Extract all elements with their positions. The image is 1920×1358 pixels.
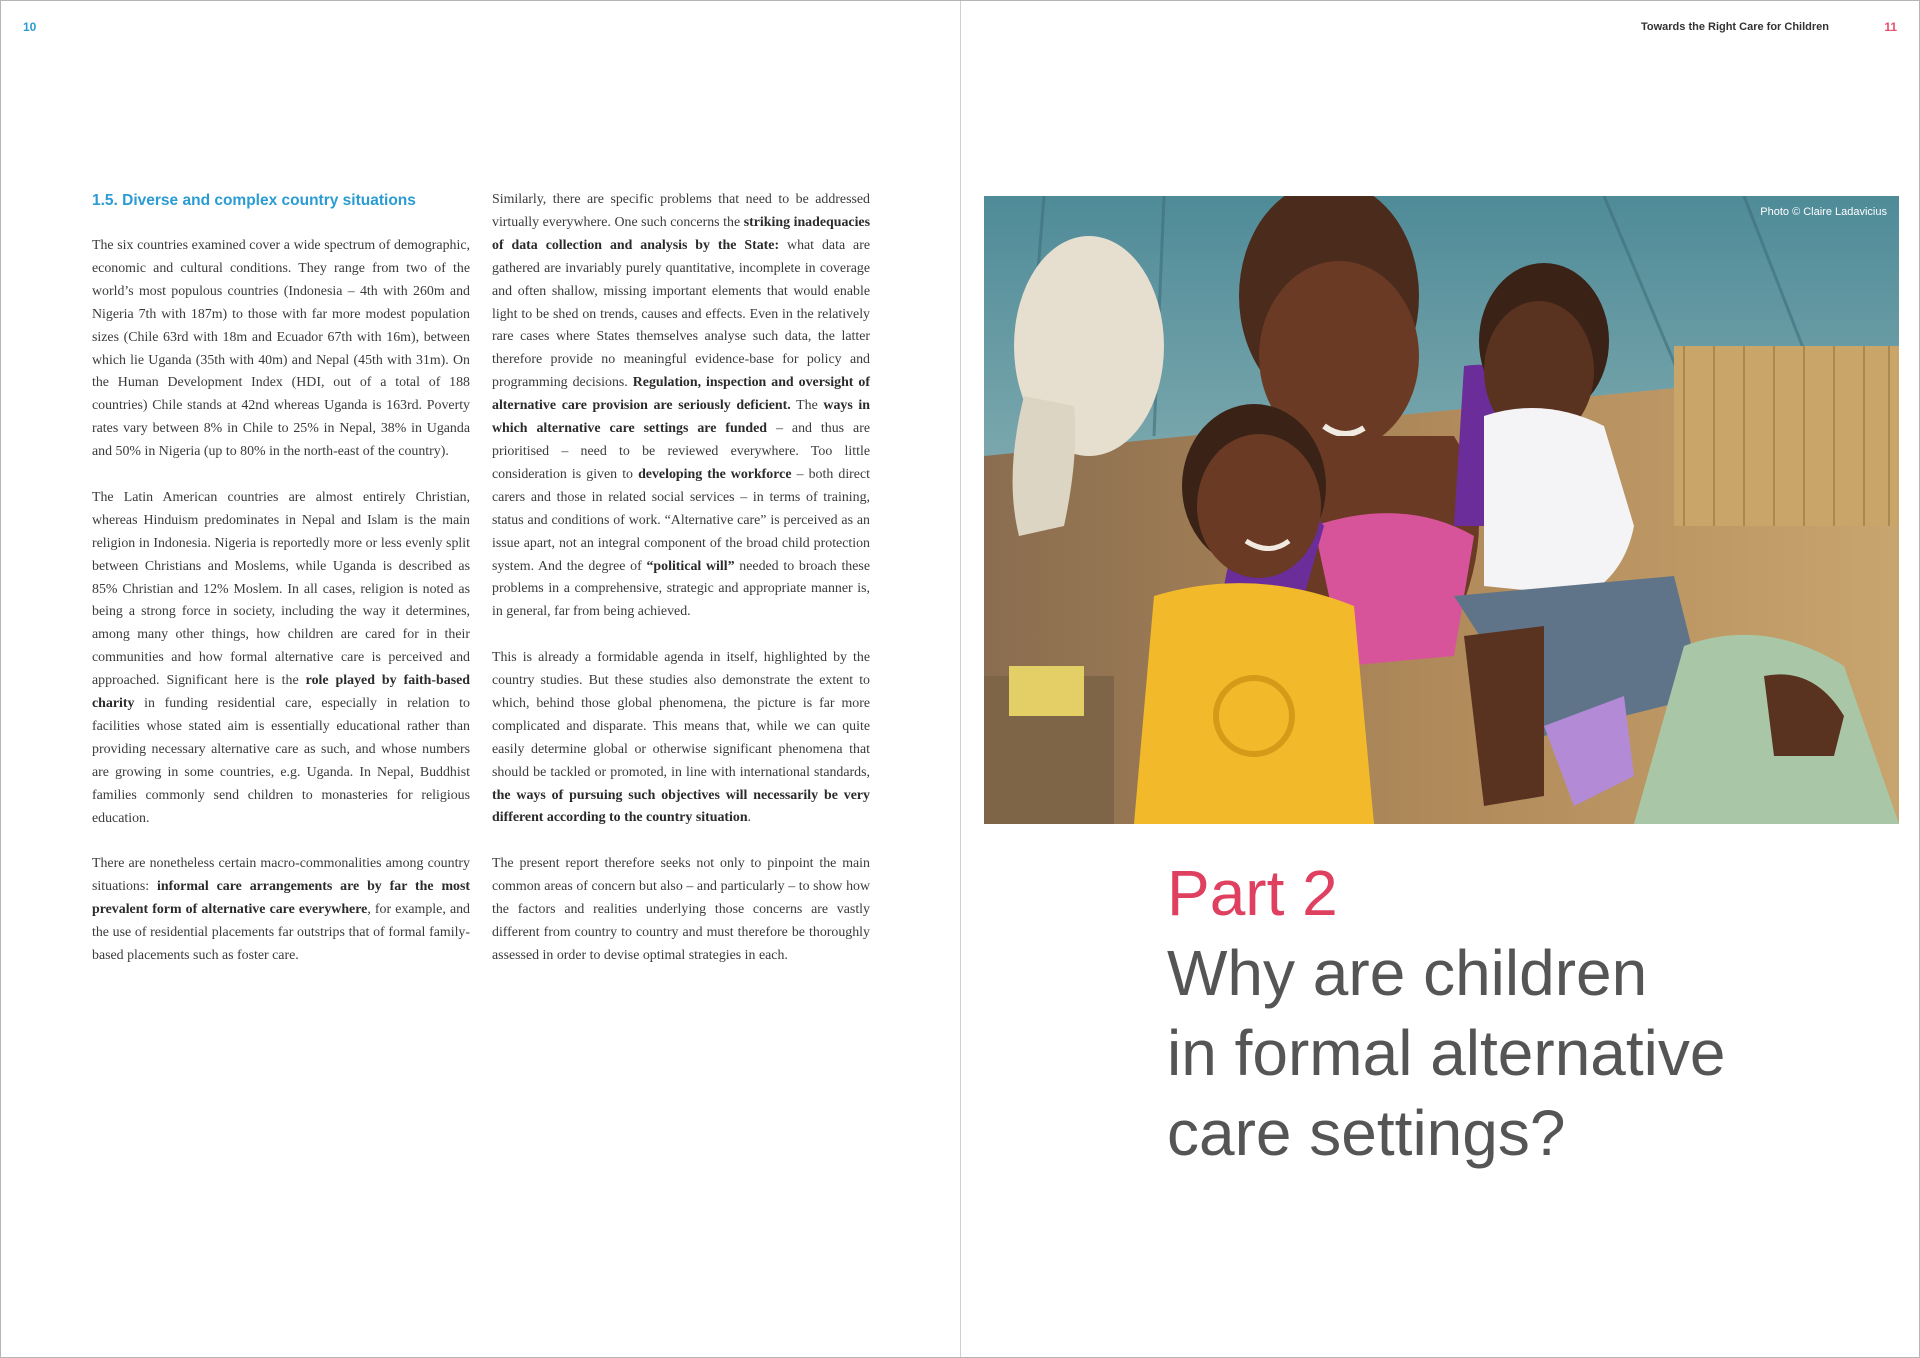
photo-illustration <box>984 196 1899 824</box>
text-column-1 <box>92 189 470 991</box>
body-paragraph <box>492 647 870 830</box>
bold-phrase: ways in which alternative care settings are funded <box>492 398 870 437</box>
bold-phrase: developing the workforce <box>638 466 792 482</box>
text-run: , for example, and the use of residential placements far outstrips that of formal family-based placements such as foster care. <box>92 902 471 964</box>
family-photo <box>984 196 1899 824</box>
text-run: in funding residential care, especially in relation to facilities whose stated aim is essentially educational rather than providing necessary alternative care as such, and whose numbers are growing in some countries, e.g. Uganda. In Nepal, Buddhist families commonly send children to monasteries for religious education. <box>92 696 470 826</box>
bold-phrase: role played by faith-based charity <box>92 673 470 712</box>
text-run: – and thus are prioritised – need to be reviewed everywhere. Too little consideration is given to <box>492 421 871 482</box>
page-gutter <box>960 1 961 1357</box>
body-paragraph <box>92 235 470 464</box>
text-column-2 <box>492 189 870 991</box>
running-title: Towards the Right Care for Children <box>1640 21 1829 33</box>
left-page-number: 10 <box>23 20 37 34</box>
photo-credit: Photo © Claire Ladavicius <box>1760 206 1887 218</box>
bold-phrase: the ways of pursuing such objectives will necessarily be very different according to the country situation <box>492 787 870 826</box>
part-title-line: in formal alternative <box>1167 1017 1726 1089</box>
section-heading: 1.5. Diverse and complex country situations <box>92 192 416 209</box>
bold-phrase: Regulation, inspection and oversight of alternative care provision are seriously deficient. <box>492 375 870 414</box>
text-run: There are nonetheless certain macro-commonalities among country situations: <box>92 856 470 895</box>
text-run: needed to broach these problems in a comprehensive, strategic and appropriate manner is, in general, far from being achieved. <box>492 558 870 620</box>
text-run: This is already a formidable agenda in itself, highlighted by the country studies. But these studies also demonstrate the extent to which, behind those global phenomena, the picture is far more complicated and disparate. This means that, while we can quite easily determine global or otherwise significant phenomena that should be tackled or promoted, in line with international standards, <box>492 650 870 780</box>
text-run: The Latin American countries are almost entirely Christian, whereas Hinduism predominates in Nepal and Islam is the main religion in Indonesia. Nigeria is reportedly more or less evenly split between Christians and Moslems, while Uganda is described as 85% Christian and 12% Moslem. In all cases, religion is noted as being a strong force in society, including the way it determines, among many other things, how children are cared for in their communities and how formal alternative care is perceived and approached. Significant here is the <box>92 489 470 689</box>
text-run: The six countries examined cover a wide spectrum of demographic, economic and cultural conditions. They range from two of the world’s most populous countries (Indonesia – 4th with 260m and Nigeria 7th with 187m) to those with far more modest population sizes (Chile 63rd with 18m and Ecuador 67th with 16m), between which lie Uganda (35th with 40m) and Nepal (45th with 31m). On the Human Development Index (HDI, out of a total of 188 countries) Chile stands at 42nd whereas Uganda is 163rd. Poverty rates vary between 8% in Chile to 25% in Nepal, 38% in Uganda and 50% in Nigeria (up to 80% in the north-east of the country). <box>92 238 470 460</box>
text-run: – both direct carers and those in related social services – in terms of training, status and conditions of work. “Alternative care” is perceived as an issue apart, not an integral component of the broad child protection system. And the degree of <box>492 466 870 574</box>
body-paragraph <box>492 189 870 624</box>
text-run: Similarly, there are specific problems that need to be addressed virtually everywhere. One such concerns the <box>492 192 870 230</box>
text-run: The <box>790 398 824 414</box>
part-title <box>1167 933 1867 1173</box>
part-title-line: Why are children <box>1167 937 1648 1009</box>
bold-phrase: “political will” <box>646 558 735 574</box>
body-paragraph <box>92 487 470 831</box>
part-title-line: care settings? <box>1167 1097 1566 1169</box>
text-run: what data are gathered are invariably purely quantitative, incomplete in coverage and often shallow, missing important elements that would enable light to be shed on trends, causes and effects. Even in the relatively rare cases where States themselves analyse such data, the latter therefore provide no meaningful evidence-base for policy and programming decisions. <box>492 237 871 391</box>
column-1-body <box>92 235 470 968</box>
text-run: The present report therefore seeks not only to pinpoint the main common areas of concern but also – and particularly – to show how the factors and realities underlying those concerns are vastly different from country to country and must therefore be thoroughly assessed in order to devise optimal strategies in each. <box>492 856 870 963</box>
bold-phrase: striking inadequacies of data collection and analysis by the State: <box>492 214 870 253</box>
body-paragraph <box>492 853 870 968</box>
right-page-number: 11 <box>1884 20 1897 34</box>
text-run: . <box>747 810 752 826</box>
body-paragraph <box>92 853 470 968</box>
part-label: Part 2 <box>1167 857 1338 929</box>
bold-phrase: informal care arrangements are by far the most prevalent form of alternative care everywhere <box>92 879 470 918</box>
